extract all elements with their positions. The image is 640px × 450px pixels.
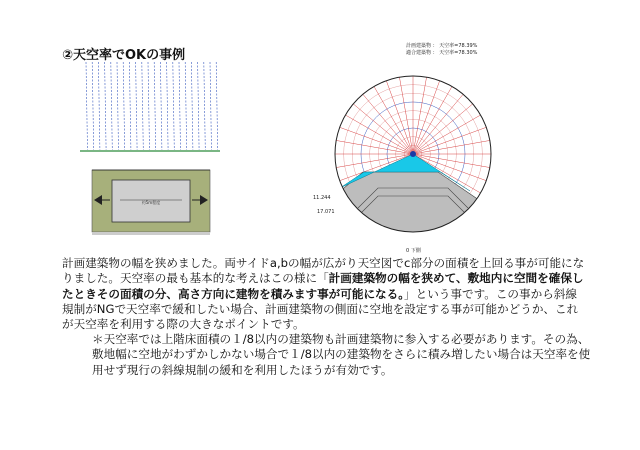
ray-line bbox=[216, 62, 218, 150]
ray-line bbox=[185, 62, 187, 150]
ray-line bbox=[210, 62, 212, 150]
ray-line bbox=[123, 62, 125, 150]
ray-line bbox=[136, 62, 138, 150]
ray-line bbox=[191, 62, 193, 150]
ray-line bbox=[167, 62, 169, 150]
dimension-label: 約5m程度 bbox=[141, 200, 161, 205]
ray-line bbox=[92, 62, 94, 150]
ray-line bbox=[179, 62, 181, 150]
sky-factor-diagram bbox=[313, 38, 514, 260]
ray-line bbox=[98, 62, 100, 150]
ray-line bbox=[173, 62, 175, 150]
body-paragraph bbox=[62, 256, 586, 332]
note-paragraph: ＊天空率では上階床面積の１/8以内の建築物も計画建築物に参入する必要があります。その為、敷地幅に空地がわずかしかない場合で１/8以内の建築物をさらに積み増したい場合は天空率を使用せず現行の斜線規制の緩和を利用したほうが有効です。 bbox=[92, 332, 591, 377]
ray-line bbox=[117, 62, 119, 150]
ray-line bbox=[111, 62, 113, 150]
legend-line-1: 計画建築物 ： 天空率=78.39% bbox=[406, 43, 478, 49]
label-left-2: 17.071 bbox=[317, 209, 335, 215]
building-elevation-plan-figure bbox=[80, 58, 220, 248]
ray-line bbox=[142, 62, 144, 150]
ray-line bbox=[148, 62, 150, 150]
body-text-bold: 計画建築物の幅を狭めて、敷地内に空間を確保したときその面積の分、高さ方向に建物を積みます事が可能になる。 bbox=[62, 271, 584, 301]
ray-line bbox=[154, 62, 156, 150]
building-projection bbox=[338, 172, 483, 234]
ray-line bbox=[160, 62, 162, 150]
ray-line bbox=[204, 62, 206, 150]
ray-line bbox=[129, 62, 131, 150]
ray-line bbox=[105, 62, 107, 150]
section-title: ②天空率でOKの事例 bbox=[62, 48, 186, 63]
label-bottom: 0 下側 bbox=[406, 248, 421, 254]
legend-line-2: 適合建築物 ： 天空率=78.30% bbox=[406, 50, 478, 56]
ray-line bbox=[198, 62, 200, 150]
body-text-part-1: 計画建築物の幅を狭めました。両サイドa,bの幅が広がり天空図でc部分の面積を上回る事が可能になりました。天空率の最も基本的な考えはこの様に「 bbox=[62, 256, 585, 286]
oblique-line-rays bbox=[86, 62, 218, 150]
ray-line bbox=[86, 62, 88, 150]
body-text-part-2: 」という事です。この事から斜線規制がNGで天空率で緩和したい場合、計画建築物の側面に空地を設定する事が可能かどうか、これが天空率を利用する際の大きなポイントです。 bbox=[62, 286, 579, 332]
label-left-1: 11.244 bbox=[313, 195, 331, 201]
